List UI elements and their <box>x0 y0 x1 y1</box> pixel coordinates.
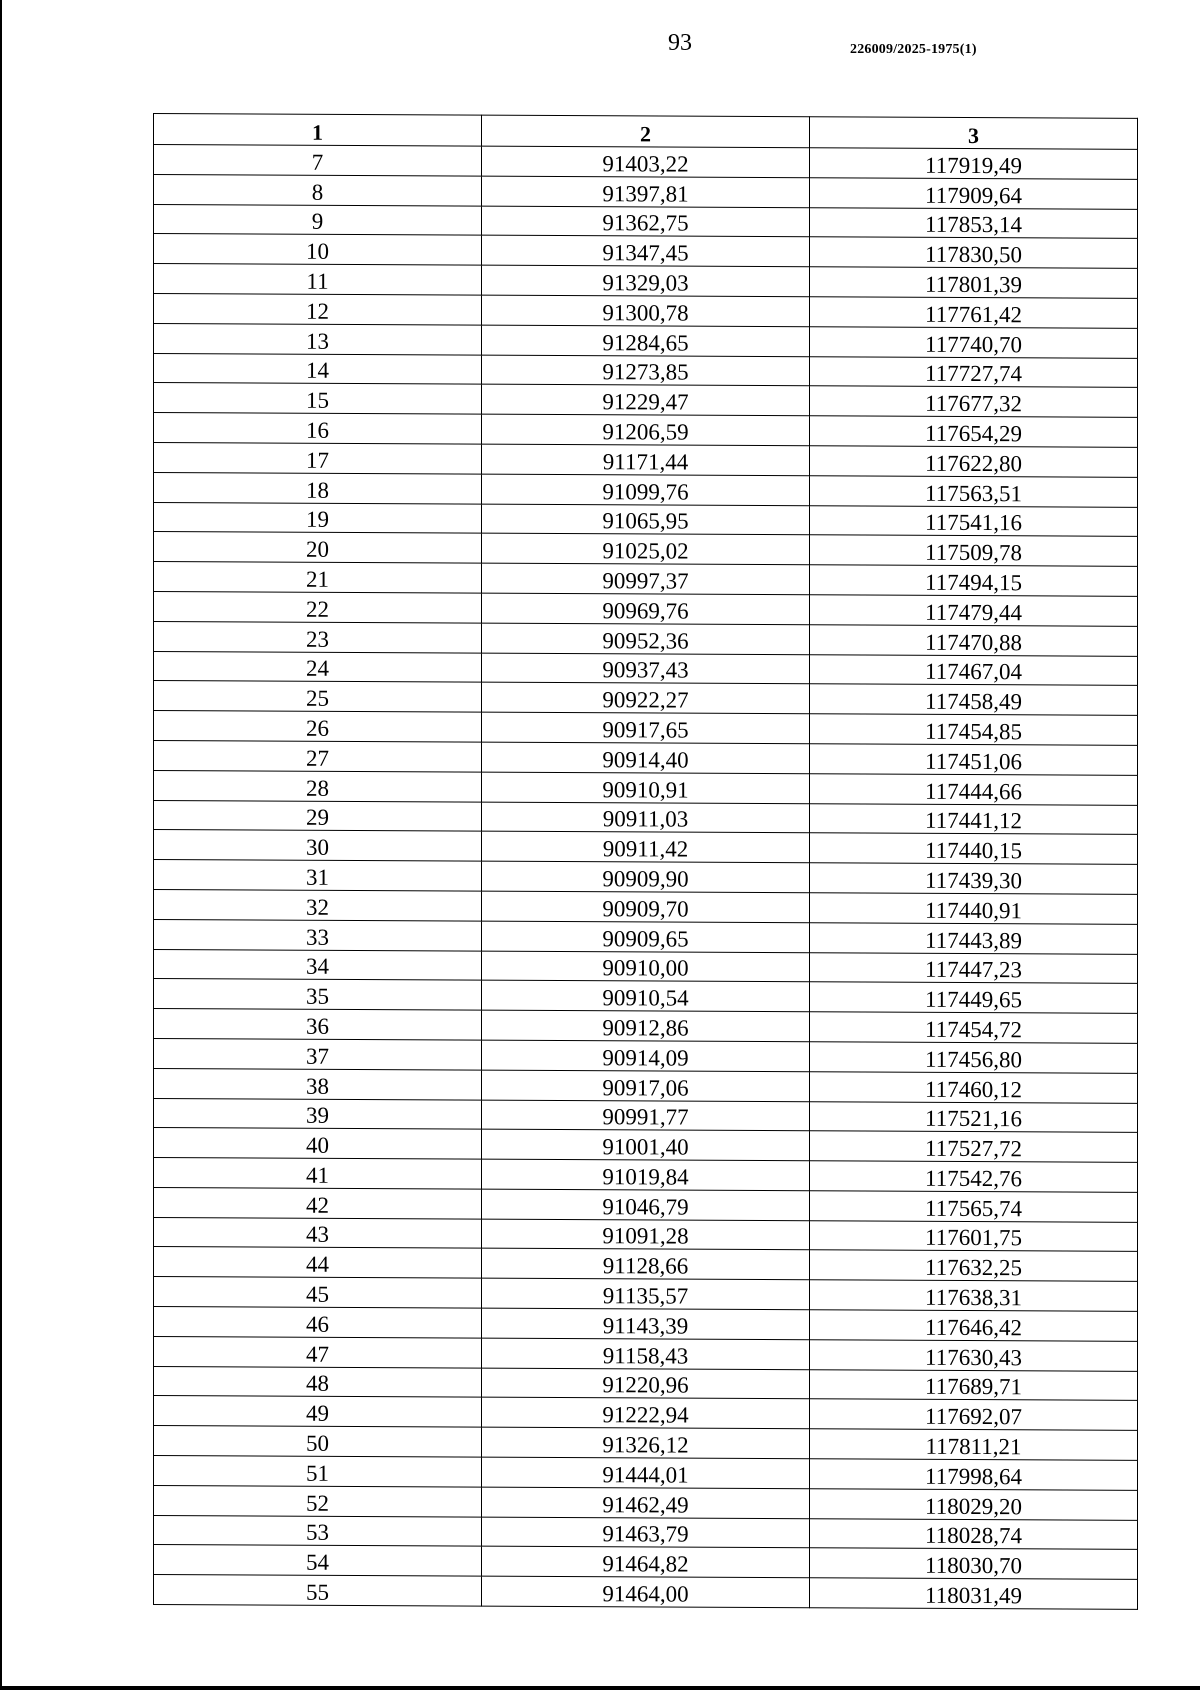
y-coordinate-cell: 117494,15 <box>810 565 1138 596</box>
x-coordinate-cell: 90914,40 <box>482 742 810 773</box>
table-row <box>154 651 1138 686</box>
x-coordinate-cell: 91025,02 <box>482 533 810 564</box>
document-code: 226009/2025-1975(1) <box>850 42 977 57</box>
y-coordinate-cell: 117677,32 <box>810 386 1138 417</box>
x-coordinate-cell: 90952,36 <box>482 623 810 654</box>
point-number-cell: 47 <box>154 1336 482 1367</box>
y-coordinate-cell: 117727,74 <box>810 356 1138 387</box>
table-row <box>154 770 1138 805</box>
x-coordinate-cell: 91329,03 <box>482 265 810 296</box>
y-coordinate-cell: 117630,43 <box>810 1340 1138 1371</box>
y-coordinate-cell: 117444,66 <box>810 773 1138 804</box>
x-coordinate-cell: 90917,06 <box>482 1070 810 1101</box>
point-number-cell: 55 <box>154 1575 482 1606</box>
column-header: 3 <box>810 117 1138 150</box>
point-number-cell: 36 <box>154 1009 482 1040</box>
x-coordinate-cell: 91463,79 <box>482 1517 810 1548</box>
x-coordinate-cell: 91347,45 <box>482 235 810 266</box>
table-row <box>154 1068 1138 1103</box>
table-row <box>154 1545 1138 1580</box>
table-row <box>154 591 1138 626</box>
x-coordinate-cell: 91099,76 <box>482 474 810 505</box>
x-coordinate-cell: 91135,57 <box>482 1278 810 1309</box>
x-coordinate-cell: 91091,28 <box>482 1219 810 1250</box>
table-row <box>154 1396 1138 1431</box>
point-number-cell: 34 <box>154 949 482 980</box>
point-number-cell: 41 <box>154 1158 482 1189</box>
y-coordinate-cell: 117801,39 <box>810 267 1138 298</box>
point-number-cell: 8 <box>154 174 482 205</box>
x-coordinate-cell: 90914,09 <box>482 1040 810 1071</box>
y-coordinate-cell: 117919,49 <box>810 148 1138 179</box>
table-row <box>154 949 1138 984</box>
y-coordinate-cell: 117654,29 <box>810 416 1138 447</box>
table-row <box>154 919 1138 954</box>
x-coordinate-cell: 91171,44 <box>482 444 810 475</box>
point-number-cell: 46 <box>154 1307 482 1338</box>
point-number-cell: 16 <box>154 413 482 444</box>
x-coordinate-cell: 91397,81 <box>482 176 810 207</box>
x-coordinate-cell: 91001,40 <box>482 1129 810 1160</box>
column-header: 1 <box>154 114 482 147</box>
x-coordinate-cell: 91284,65 <box>482 325 810 356</box>
table-row <box>154 264 1138 299</box>
x-coordinate-cell: 91206,59 <box>482 414 810 445</box>
coordinates-table-wrapper <box>153 113 1137 1610</box>
table-row <box>154 860 1138 895</box>
point-number-cell: 28 <box>154 770 482 801</box>
table-row <box>154 1009 1138 1044</box>
x-coordinate-cell: 90937,43 <box>482 653 810 684</box>
x-coordinate-cell: 91444,01 <box>482 1457 810 1488</box>
table-row <box>154 174 1138 209</box>
table-row <box>154 1187 1138 1222</box>
point-number-cell: 37 <box>154 1038 482 1069</box>
x-coordinate-cell: 91464,00 <box>482 1576 810 1607</box>
table-row <box>154 830 1138 865</box>
point-number-cell: 54 <box>154 1545 482 1576</box>
point-number-cell: 49 <box>154 1396 482 1427</box>
point-number-cell: 51 <box>154 1456 482 1487</box>
point-number-cell: 18 <box>154 472 482 503</box>
point-number-cell: 11 <box>154 264 482 295</box>
point-number-cell: 24 <box>154 651 482 682</box>
table-row <box>154 711 1138 746</box>
table-row <box>154 1336 1138 1371</box>
table-row <box>154 1158 1138 1193</box>
point-number-cell: 23 <box>154 621 482 652</box>
x-coordinate-cell: 91362,75 <box>482 206 810 237</box>
x-coordinate-cell: 91158,43 <box>482 1338 810 1369</box>
y-coordinate-cell: 117622,80 <box>810 446 1138 477</box>
x-coordinate-cell: 90969,76 <box>482 593 810 624</box>
table-row <box>154 502 1138 537</box>
point-number-cell: 33 <box>154 919 482 950</box>
y-coordinate-cell: 117449,65 <box>810 982 1138 1013</box>
table-row <box>154 532 1138 567</box>
y-coordinate-cell: 117646,42 <box>810 1310 1138 1341</box>
scan-bottom-edge <box>0 1686 1200 1690</box>
x-coordinate-cell: 90910,91 <box>482 772 810 803</box>
y-coordinate-cell: 117692,07 <box>810 1399 1138 1430</box>
y-coordinate-cell: 117443,89 <box>810 922 1138 953</box>
point-number-cell: 39 <box>154 1098 482 1129</box>
y-coordinate-cell: 117998,64 <box>810 1459 1138 1490</box>
table-row <box>154 562 1138 597</box>
y-coordinate-cell: 117509,78 <box>810 535 1138 566</box>
table-row <box>154 383 1138 418</box>
point-number-cell: 45 <box>154 1277 482 1308</box>
y-coordinate-cell: 118029,20 <box>810 1489 1138 1520</box>
point-number-cell: 50 <box>154 1426 482 1457</box>
y-coordinate-cell: 117853,14 <box>810 207 1138 238</box>
point-number-cell: 12 <box>154 293 482 324</box>
y-coordinate-cell: 117632,25 <box>810 1250 1138 1281</box>
x-coordinate-cell: 90909,65 <box>482 921 810 952</box>
y-coordinate-cell: 117638,31 <box>810 1280 1138 1311</box>
x-coordinate-cell: 91019,84 <box>482 1159 810 1190</box>
table-row <box>154 1575 1138 1610</box>
point-number-cell: 9 <box>154 204 482 235</box>
table-body <box>154 145 1138 1610</box>
table-row <box>154 145 1138 180</box>
y-coordinate-cell: 117458,49 <box>810 684 1138 715</box>
table-row <box>154 1128 1138 1163</box>
x-coordinate-cell: 91220,96 <box>482 1368 810 1399</box>
x-coordinate-cell: 91326,12 <box>482 1427 810 1458</box>
point-number-cell: 30 <box>154 830 482 861</box>
point-number-cell: 22 <box>154 591 482 622</box>
y-coordinate-cell: 117830,50 <box>810 237 1138 268</box>
y-coordinate-cell: 117451,06 <box>810 744 1138 775</box>
x-coordinate-cell: 91046,79 <box>482 1189 810 1220</box>
table-row <box>154 1366 1138 1401</box>
table-row <box>154 413 1138 448</box>
column-header: 2 <box>482 115 810 148</box>
x-coordinate-cell: 91128,66 <box>482 1249 810 1280</box>
point-number-cell: 14 <box>154 353 482 384</box>
x-coordinate-cell: 91143,39 <box>482 1308 810 1339</box>
point-number-cell: 44 <box>154 1247 482 1278</box>
table-row <box>154 323 1138 358</box>
table-row <box>154 204 1138 239</box>
y-coordinate-cell: 118030,70 <box>810 1548 1138 1579</box>
point-number-cell: 42 <box>154 1187 482 1218</box>
coordinates-table <box>153 113 1138 1610</box>
x-coordinate-cell: 90909,90 <box>482 861 810 892</box>
x-coordinate-cell: 90912,86 <box>482 1010 810 1041</box>
point-number-cell: 17 <box>154 442 482 473</box>
x-coordinate-cell: 91464,82 <box>482 1547 810 1578</box>
x-coordinate-cell: 91462,49 <box>482 1487 810 1518</box>
table-row <box>154 1098 1138 1133</box>
y-coordinate-cell: 117565,74 <box>810 1191 1138 1222</box>
table-row <box>154 472 1138 507</box>
point-number-cell: 31 <box>154 860 482 891</box>
table-row <box>154 1217 1138 1252</box>
point-number-cell: 40 <box>154 1128 482 1159</box>
table-row <box>154 1277 1138 1312</box>
point-number-cell: 38 <box>154 1068 482 1099</box>
x-coordinate-cell: 91229,47 <box>482 384 810 415</box>
table-row <box>154 979 1138 1014</box>
page-number: 93 <box>668 30 692 56</box>
y-coordinate-cell: 117689,71 <box>810 1369 1138 1400</box>
x-coordinate-cell: 90909,70 <box>482 891 810 922</box>
scan-left-edge <box>0 0 2 1690</box>
point-number-cell: 35 <box>154 979 482 1010</box>
point-number-cell: 25 <box>154 681 482 712</box>
x-coordinate-cell: 91273,85 <box>482 355 810 386</box>
point-number-cell: 43 <box>154 1217 482 1248</box>
x-coordinate-cell: 91403,22 <box>482 146 810 177</box>
y-coordinate-cell: 117441,12 <box>810 803 1138 834</box>
y-coordinate-cell: 118028,74 <box>810 1518 1138 1549</box>
x-coordinate-cell: 91065,95 <box>482 504 810 535</box>
x-coordinate-cell: 90991,77 <box>482 1100 810 1131</box>
point-number-cell: 26 <box>154 711 482 742</box>
y-coordinate-cell: 117467,04 <box>810 654 1138 685</box>
point-number-cell: 15 <box>154 383 482 414</box>
y-coordinate-cell: 118031,49 <box>810 1578 1138 1609</box>
y-coordinate-cell: 117454,85 <box>810 714 1138 745</box>
y-coordinate-cell: 117811,21 <box>810 1429 1138 1460</box>
table-row <box>154 889 1138 924</box>
point-number-cell: 13 <box>154 323 482 354</box>
y-coordinate-cell: 117527,72 <box>810 1131 1138 1162</box>
table-row <box>154 740 1138 775</box>
y-coordinate-cell: 117440,91 <box>810 893 1138 924</box>
point-number-cell: 21 <box>154 562 482 593</box>
y-coordinate-cell: 117447,23 <box>810 952 1138 983</box>
point-number-cell: 20 <box>154 532 482 563</box>
y-coordinate-cell: 117456,80 <box>810 1042 1138 1073</box>
y-coordinate-cell: 117454,72 <box>810 1012 1138 1043</box>
point-number-cell: 19 <box>154 502 482 533</box>
x-coordinate-cell: 91222,94 <box>482 1398 810 1429</box>
y-coordinate-cell: 117740,70 <box>810 326 1138 357</box>
x-coordinate-cell: 91300,78 <box>482 295 810 326</box>
x-coordinate-cell: 90911,42 <box>482 831 810 862</box>
table-header <box>154 114 1138 150</box>
y-coordinate-cell: 117541,16 <box>810 505 1138 536</box>
y-coordinate-cell: 117542,76 <box>810 1161 1138 1192</box>
y-coordinate-cell: 117470,88 <box>810 624 1138 655</box>
y-coordinate-cell: 117479,44 <box>810 595 1138 626</box>
table-row <box>154 1515 1138 1550</box>
y-coordinate-cell: 117601,75 <box>810 1220 1138 1251</box>
point-number-cell: 53 <box>154 1515 482 1546</box>
table-row <box>154 1038 1138 1073</box>
y-coordinate-cell: 117439,30 <box>810 863 1138 894</box>
x-coordinate-cell: 90917,65 <box>482 712 810 743</box>
header-row <box>154 114 1138 150</box>
point-number-cell: 48 <box>154 1366 482 1397</box>
point-number-cell: 27 <box>154 740 482 771</box>
point-number-cell: 52 <box>154 1485 482 1516</box>
y-coordinate-cell: 117521,16 <box>810 1101 1138 1132</box>
point-number-cell: 32 <box>154 889 482 920</box>
point-number-cell: 7 <box>154 145 482 176</box>
table-row <box>154 1456 1138 1491</box>
x-coordinate-cell: 90922,27 <box>482 682 810 713</box>
table-row <box>154 1307 1138 1342</box>
y-coordinate-cell: 117460,12 <box>810 1071 1138 1102</box>
y-coordinate-cell: 117440,15 <box>810 833 1138 864</box>
table-row <box>154 621 1138 656</box>
table-row <box>154 293 1138 328</box>
point-number-cell: 10 <box>154 234 482 265</box>
table-row <box>154 442 1138 477</box>
table-row <box>154 1426 1138 1461</box>
table-row <box>154 353 1138 388</box>
table-row <box>154 1485 1138 1520</box>
x-coordinate-cell: 90910,00 <box>482 951 810 982</box>
table-row <box>154 800 1138 835</box>
x-coordinate-cell: 90910,54 <box>482 980 810 1011</box>
point-number-cell: 29 <box>154 800 482 831</box>
y-coordinate-cell: 117563,51 <box>810 475 1138 506</box>
x-coordinate-cell: 90911,03 <box>482 802 810 833</box>
table-row <box>154 1247 1138 1282</box>
y-coordinate-cell: 117909,64 <box>810 178 1138 209</box>
table-row <box>154 234 1138 269</box>
table-row <box>154 681 1138 716</box>
x-coordinate-cell: 90997,37 <box>482 563 810 594</box>
y-coordinate-cell: 117761,42 <box>810 297 1138 328</box>
